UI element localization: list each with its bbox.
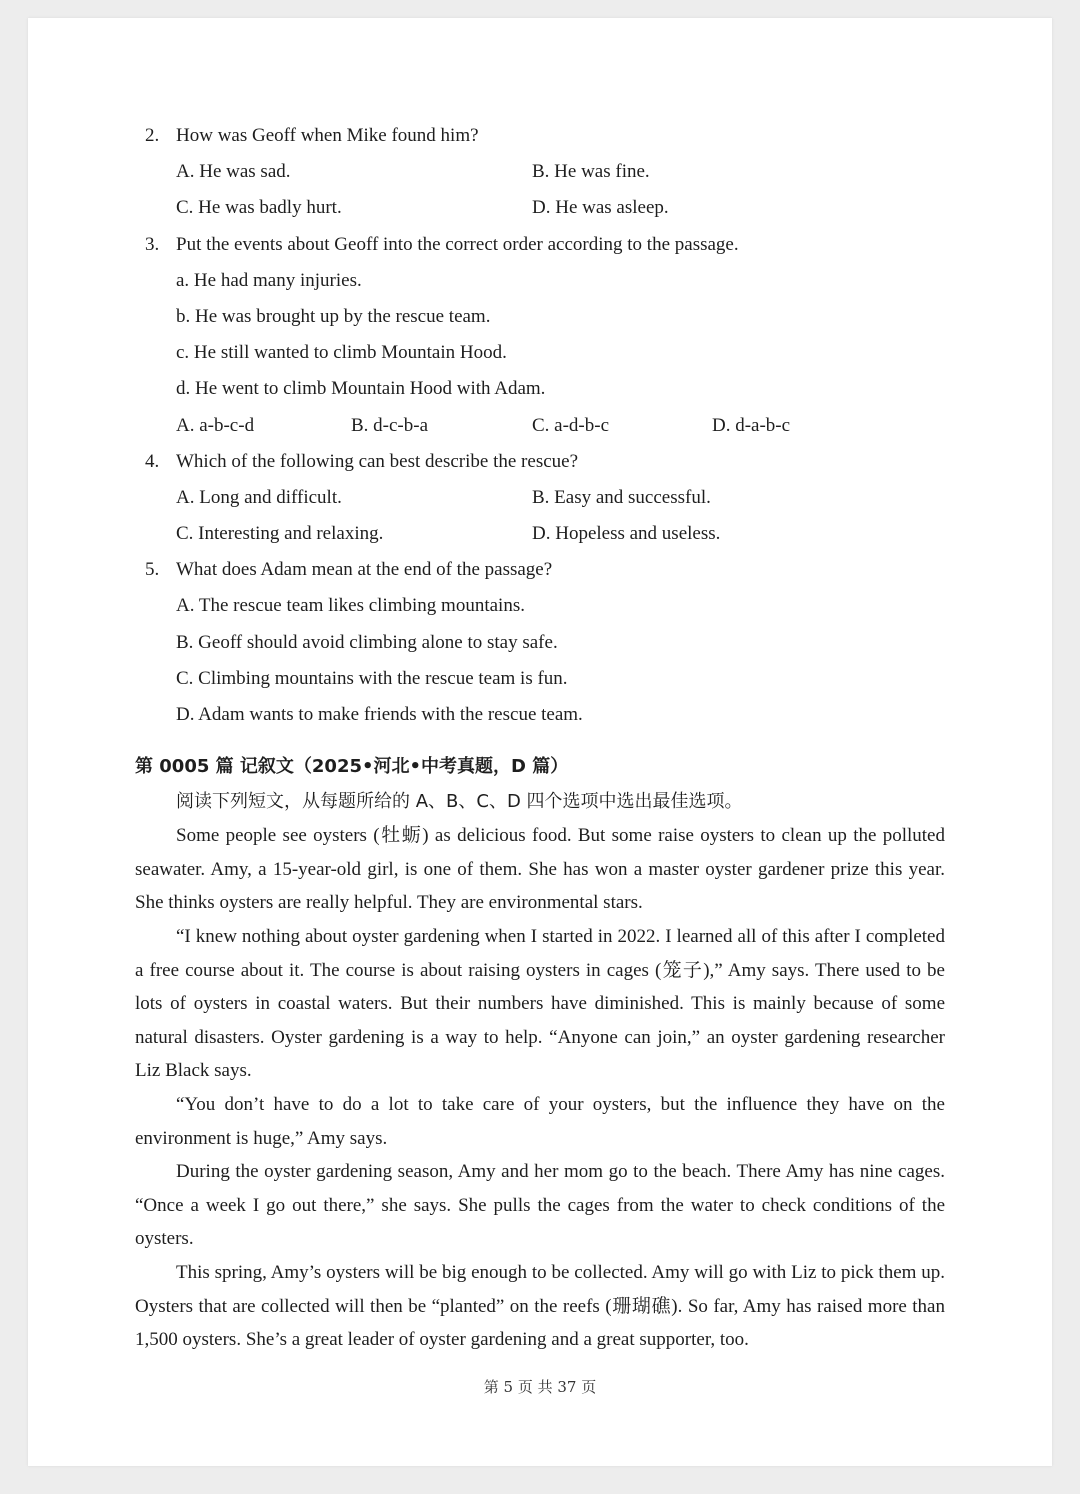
passage-paragraph: “I knew nothing about oyster gardening when I started in 2022. I learned all of this after I completed a free course about it. The course is about raising oysters in cages (笼子),” Amy says. There used to be lots of oysters in coastal waters. But their numbers have diminished. This is mainly because of some natural disasters. Oyster gardening is a way to help. “Anyone can join,” an oyster gardening researcher Liz Black says. bbox=[135, 925, 945, 1082]
passage-paragraph: During the oyster gardening season, Amy and her mom go to the beach. There Amy has nine cages. “Once a week I go out there,” she says. She pulls the cages from the water to check conditions of the oysters. bbox=[135, 1161, 945, 1250]
option-d: D. Adam wants to make friends with the rescue team. bbox=[176, 704, 583, 725]
question-number: 3. bbox=[145, 233, 160, 255]
section-instruction: 阅读下列短文，从每题所给的 A、B、C、D 四个选项中选出最佳选项。 bbox=[176, 791, 743, 813]
option-c: C. Interesting and relaxing. bbox=[176, 523, 384, 545]
option-a: A. a-b-c-d bbox=[176, 414, 255, 436]
question-text: Which of the following can best describe the rescue? bbox=[176, 450, 579, 472]
section-title: 第 0005 篇 记叙文（2025•河北•中考真题，D 篇） bbox=[135, 756, 569, 778]
options-row bbox=[135, 661, 945, 697]
passage-paragraph: Some people see oysters (牡蛎) as delicious food. But some raise oysters to clean up the polluted seawater. Amy, a 15-year-old girl, is one of them. She has won a master oyster gardener prize this year. She thinks oysters are really helpful. They are environmental stars. bbox=[135, 825, 945, 914]
option-c: C. a-d-b-c bbox=[532, 414, 610, 436]
passage-paragraph: This spring, Amy’s oysters will be big enough to be collected. Amy will go with Liz to pick them up. Oysters that are collected will then be “planted” on the reefs (珊瑚礁). So far, Amy has raised more than 1,500 oysters. She’s a great leader of oyster gardening and a great supporter, too. bbox=[135, 1261, 945, 1351]
event-c: c. He still wanted to climb Mountain Hood. bbox=[176, 342, 507, 364]
question-text: Put the events about Geoff into the correct order according to the passage. bbox=[176, 233, 739, 255]
option-c: C. Climbing mountains with the rescue team is fun. bbox=[176, 667, 568, 689]
passage-paragraph: “You don’t have to do a lot to take care of your oysters, but the influence they have on the environment is huge,” Amy says. bbox=[135, 1093, 945, 1149]
option-b: B. He was fine. bbox=[532, 161, 650, 183]
document-page bbox=[28, 18, 1052, 1466]
option-b: B. Easy and successful. bbox=[532, 486, 711, 508]
event-item bbox=[135, 299, 945, 335]
options-row bbox=[135, 516, 945, 552]
option-d: D. He was asleep. bbox=[532, 197, 669, 219]
option-d: D. Hopeless and useless. bbox=[532, 523, 721, 545]
question-5 bbox=[135, 552, 945, 588]
event-item bbox=[135, 371, 945, 407]
options-row bbox=[135, 625, 945, 661]
event-b: b. He was brought up by the rescue team. bbox=[176, 305, 491, 327]
option-b: B. Geoff should avoid climbing alone to stay safe. bbox=[176, 631, 558, 653]
event-item bbox=[135, 335, 945, 371]
option-a: A. Long and difficult. bbox=[176, 486, 342, 508]
option-c: C. He was badly hurt. bbox=[176, 197, 342, 219]
options-row bbox=[135, 697, 945, 733]
option-a: A. He was sad. bbox=[176, 161, 291, 183]
question-2 bbox=[135, 118, 945, 154]
page-footer: 第 5 页 共 37 页 bbox=[483, 1378, 597, 1396]
question-number: 4. bbox=[145, 450, 160, 472]
option-d: D. d-a-b-c bbox=[712, 414, 791, 436]
question-3 bbox=[135, 227, 945, 263]
question-text: How was Geoff when Mike found him? bbox=[176, 125, 479, 146]
question-number: 5. bbox=[145, 559, 160, 581]
options-row bbox=[135, 190, 945, 226]
question-number: 2. bbox=[145, 125, 160, 146]
question-text: What does Adam mean at the end of the passage? bbox=[176, 559, 553, 581]
event-a: a. He had many injuries. bbox=[176, 269, 362, 291]
options-row bbox=[135, 588, 945, 624]
event-item bbox=[135, 263, 945, 299]
event-d: d. He went to climb Mountain Hood with Adam. bbox=[176, 378, 546, 400]
option-a: A. The rescue team likes climbing mountains. bbox=[176, 595, 525, 617]
question-4 bbox=[135, 444, 945, 480]
options-row bbox=[135, 154, 945, 190]
option-b: B. d-c-b-a bbox=[351, 414, 429, 436]
options-row bbox=[135, 480, 945, 516]
options-row bbox=[135, 408, 945, 444]
page-content bbox=[135, 118, 945, 1357]
